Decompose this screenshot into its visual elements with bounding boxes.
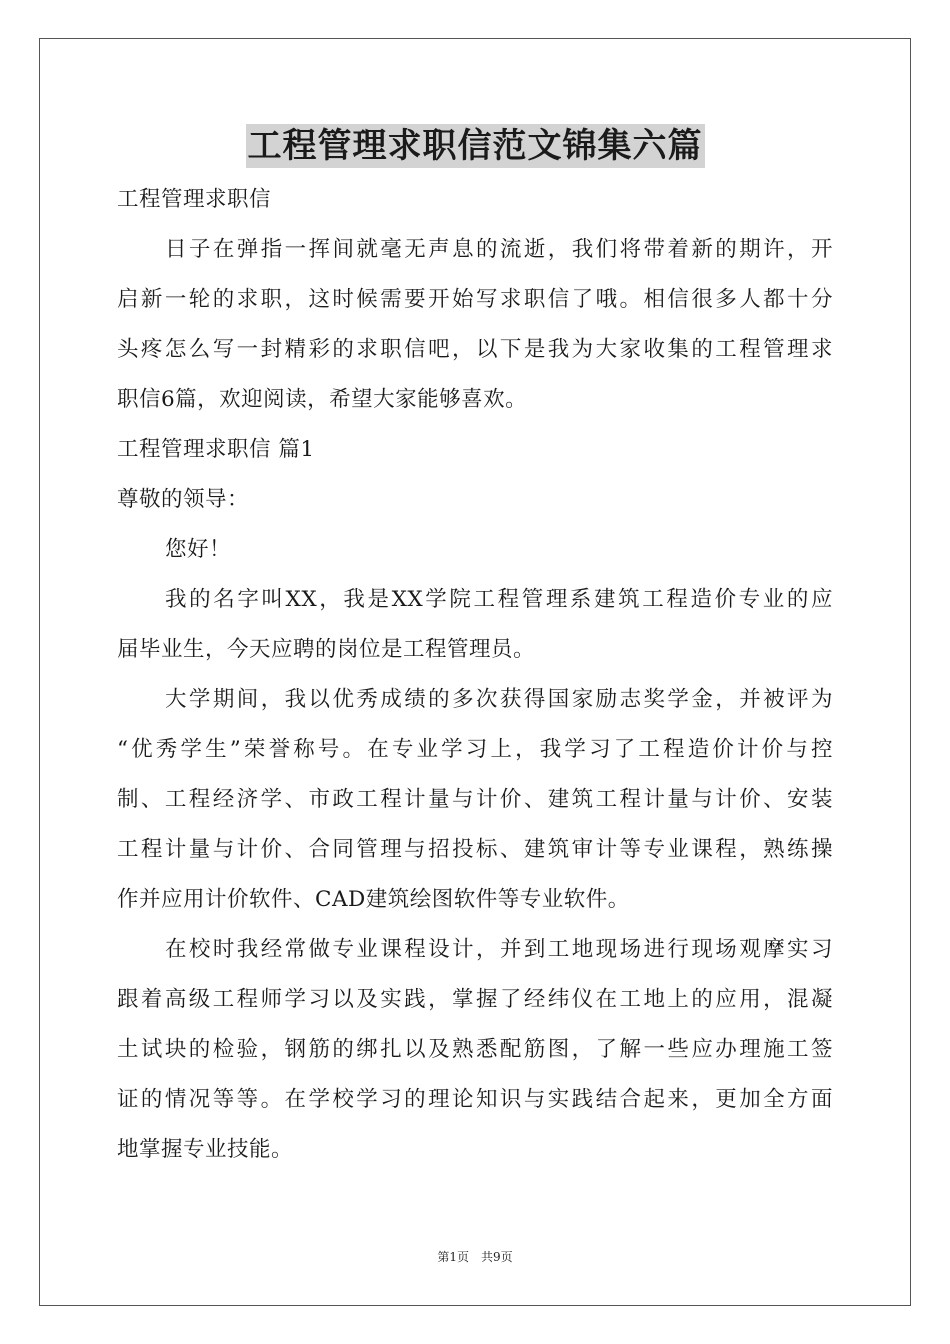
- text-line: 职信6篇，欢迎阅读，希望大家能够喜欢。: [117, 387, 528, 412]
- text-line: 工程计量与计价、合同管理与招投标、建筑审计等专业课程，熟练操: [117, 837, 833, 862]
- text-line: 大学期间，我以优秀成绩的多次获得国家励志奖学金，并被评为: [165, 687, 833, 712]
- text-line: 届毕业生，今天应聘的岗位是工程管理员。: [117, 637, 536, 662]
- text-line: 地掌握专业技能。: [117, 1137, 294, 1162]
- text-line: 工程管理求职信 篇1: [117, 437, 315, 462]
- text-line: 日子在弹指一挥间就毫无声息的流逝，我们将带着新的期许，开: [165, 237, 833, 262]
- text-line: 制、工程经济学、市政工程计量与计价、建筑工程计量与计价、安装: [117, 787, 833, 812]
- text-line: 作并应用计价软件、CAD建筑绘图软件等专业软件。: [117, 887, 630, 912]
- text-line: 土试块的检验，钢筋的绑扎以及熟悉配筋图，了解一些应办理施工签: [117, 1037, 833, 1062]
- text-line: 跟着高级工程师学习以及实践，掌握了经纬仪在工地上的应用，混凝: [117, 987, 833, 1012]
- text-line: 工程管理求职信: [117, 187, 272, 212]
- text-line: 启新一轮的求职，这时候需要开始写求职信了哦。相信很多人都十分: [117, 287, 833, 312]
- text-line: 证的情况等等。在学校学习的理论知识与实践结合起来，更加全方面: [117, 1087, 833, 1112]
- text-line: 尊敬的领导：: [117, 487, 250, 512]
- text-line: 头疼怎么写一封精彩的求职信吧，以下是我为大家收集的工程管理求: [117, 337, 833, 362]
- document-title-wrapper: [0, 124, 950, 168]
- document-body: [117, 175, 833, 1175]
- text-line: 在校时我经常做专业课程设计，并到工地现场进行现场观摩实习: [165, 937, 833, 962]
- document-title: 工程管理求职信范文锦集六篇: [247, 126, 703, 166]
- text-line: 我的名字叫XX，我是XX学院工程管理系建筑工程造价专业的应: [165, 587, 833, 612]
- text-line: “优秀学生”荣誉称号。在专业学习上，我学习了工程造价计价与控: [117, 737, 833, 762]
- page-footer: 第1页 共9页: [437, 1250, 513, 1264]
- text-line: 您好！: [165, 537, 232, 562]
